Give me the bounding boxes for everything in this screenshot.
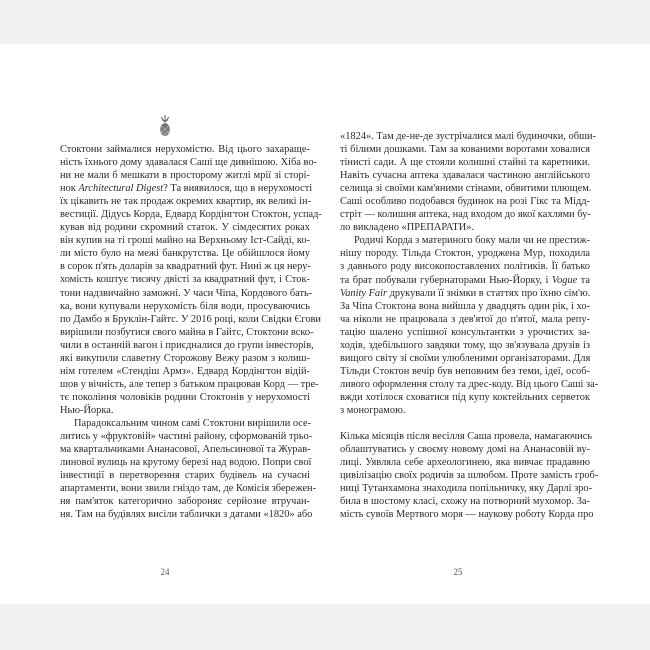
text-line: селища зі своїми кам'яними стінами, обвитими плющем. (340, 183, 592, 195)
text-line: ка, вони купували нерухомість біля води, просуваючись (60, 300, 310, 312)
text-line: Тільди Стоктон вечір був неповним без теми, ідеї, особ- (340, 365, 590, 377)
text-line: апартаменти, вони звили гніздо там, де Комісія збережен- (60, 483, 317, 495)
text-line: ма квартальчиками Ананасової, Апельсинової та Журав- (60, 444, 311, 456)
text-line: Кілька місяців після весілля Саша провела, намагаючись (340, 431, 593, 443)
text-line: ті білими дошками. Там за кованими воротами ховалися (340, 144, 590, 156)
pineapple-icon (158, 114, 172, 138)
text-line: Стоктони займалися нерухомістю. Від цього захараще- (60, 144, 310, 155)
text-line: ня. Там на будівлях висіли таблички з датами «1820» або (60, 509, 313, 521)
right-page-text (340, 130, 599, 521)
text-segment: друкували її знімки в статтях про їхню сім'ю. (387, 287, 591, 299)
text-line: чили в останній вагон і приєдналися до групи інвесторів, (60, 339, 314, 351)
text-line: ни не мали б мешкати в просторому житлі мрії зі сторі- (60, 170, 310, 182)
text-segment: та брат побували губернаторами Нью-Йорку, і (340, 274, 552, 286)
text-segment: нок (60, 183, 79, 195)
text-line: вищого світу зі своїми улюбленими організаторами. Для (340, 352, 591, 364)
text-line: лиці. Уявляла себе археологинею, яка вивчає прадавню (340, 457, 590, 469)
text-line: Саші особливо подобався будинок на розі Гікс та Мідд- (340, 196, 590, 208)
text-line (340, 287, 590, 300)
text-line: вестиції. Дідусь Корда, Едвард Кордінгтон Стоктон, успад- (60, 209, 322, 221)
page-number-left: 24 (160, 567, 170, 577)
text-line: била в шостому класі, схожу на потворний мухомор. За- (340, 496, 590, 508)
text-line: ниці Тутанхамона знаходила попільничку, яку Дарлі зро- (340, 483, 593, 495)
text-segment: та (577, 274, 590, 286)
text-line: які викупили славетну Сторожову Вежу разом з колиш- (60, 352, 310, 364)
text-line: нім готелем «Стендіш Армз». Едвард Кордінгтон відій- (60, 365, 310, 377)
text-line: цивілізацію своїх родичів за шлюбом. Проте замість гроб- (340, 470, 599, 482)
text-line: Парадоксальним чином самі Стоктони вирішили осе- (74, 417, 312, 429)
text-line: мість сувоїв Мертвого моря — наукову роботу Корда про (340, 509, 594, 521)
text-line: хомість коштує тисячу двісті за квадратний фут, і Сток- (60, 274, 310, 286)
text-line: тацію шалено успішної консультантки з урочистих за- (340, 326, 590, 338)
text-line: стріт — колишня аптека, над входом до якої кахлями бу- (340, 209, 591, 221)
text-line: ливого оформлення столу та дрес-коду. Від цього Саші за- (340, 378, 599, 390)
text-line: з давнього роду високопоставлених політиків. Її батько (340, 261, 590, 273)
text-line: інвестиції в перетворення старих будівель на сучасні (60, 470, 310, 482)
italic-title: Vogue (551, 274, 578, 286)
text-line (60, 182, 313, 195)
italic-title: Vanity Fair (340, 287, 388, 299)
text-line: їх цікавить не так продаж окремих квартир, як великі ін- (60, 196, 312, 208)
italic-title: Architectural Digest (78, 183, 164, 195)
text-line: з монограмою. (340, 404, 406, 416)
text-line: ня пам'яток категорично забороняє серйозне втручан- (60, 496, 310, 508)
text-line: «1824». Там де-не-де зустрічалися малі будиночки, обши- (340, 131, 597, 142)
text-line: шов у вічність, але тепер з батьком працював Корд — тре- (60, 378, 319, 390)
text-line: Навіть сучасна аптека здавалася частиною англійського (340, 170, 590, 182)
text-line: тони надзвичайно заможні. У часи Чіпа, Кордового бать- (60, 287, 313, 299)
text-segment: ? Та виявилося, що в нерухомості (163, 183, 313, 195)
text-line: ло викладено «ПРЕПАРАТИ». (340, 222, 475, 234)
text-line: вжди хотілося сховатися під купу коктейльних серветок (340, 391, 590, 403)
text-line: нішу породу. Тільда Стоктон, уроджена Мур, походила (340, 248, 590, 260)
text-line: тінисті сади. А ще стояли колишні стайні та каретники. (340, 157, 590, 169)
text-line: литись у «фруктовій» частині району, сформованій трьо- (60, 431, 313, 443)
text-line: Родичі Корда з материного боку мали чи не престиж- (354, 235, 591, 247)
text-line: в сорок п'ять доларів за квадратний фут. Нині ж ця неру- (60, 261, 311, 273)
text-line: ходів, здебільшого завдяки тому, що зв'язувала друзів із (340, 339, 590, 351)
text-line: ча ніколи не працювала з дев'ятої до п'ятої, мала репу- (340, 313, 590, 325)
text-line: ли місто було на межі банкрутства. Це обійшлося йому (60, 248, 310, 260)
text-line: кував від родини скромний статок. У сімдесятих роках (60, 222, 310, 234)
text-line: він купив на ті гроші майно на Верхньому Іст-Сайді, ко- (60, 235, 310, 247)
text-line: тє покоління чоловіків родини Стоктонів у нерухомості (60, 391, 310, 403)
text-line (340, 274, 590, 287)
text-line: по Дамбо в Бруклін-Гайтс. У 2016 році, коли Свідки Єгови (60, 313, 321, 325)
text-line: ність їхнього дому здавалася Саші ще дивнішою. Хіба во- (60, 157, 318, 169)
left-page-text (60, 143, 322, 521)
text-line: За Чіпа Стоктона вона вийшла у двадцять один рік, і хо- (340, 300, 590, 312)
text-line: линової вулиць на крутому березі над водою. Попри свої (60, 457, 312, 469)
text-line: вирішили позбутися свого майна в Гайтс, Стоктони вско- (60, 326, 314, 338)
text-line: облаштуватись у своєму новому домі на Ананасовій ву- (340, 444, 590, 456)
text-line: Нью-Йорка. (60, 404, 114, 416)
page-number-right: 25 (453, 567, 463, 577)
